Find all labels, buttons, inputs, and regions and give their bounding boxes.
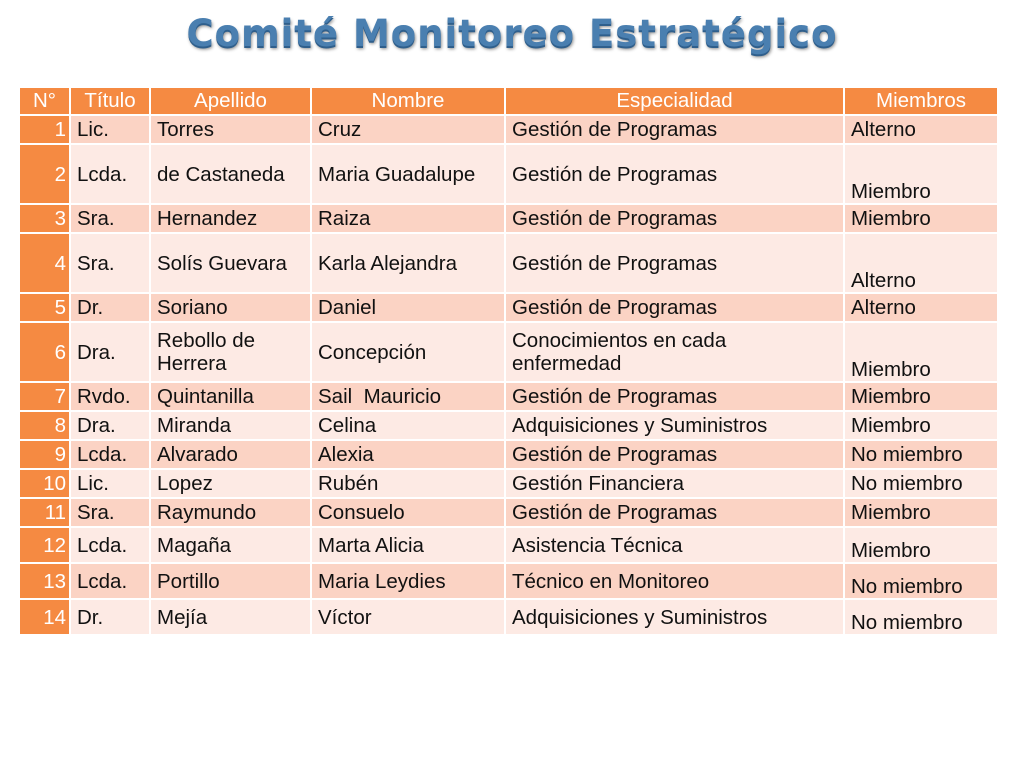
row-especialidad: Gestión de Programas (505, 498, 844, 527)
row-miembros: Miembro (844, 204, 998, 233)
row-miembros: Miembro (844, 144, 998, 204)
row-miembros: No miembro (844, 469, 998, 498)
table-row (19, 144, 998, 204)
row-nombre: Maria Guadalupe (311, 144, 505, 204)
row-titulo: Lic. (70, 115, 150, 144)
table-row (19, 233, 998, 293)
row-nombre: Alexia (311, 440, 505, 469)
row-titulo: Lcda. (70, 563, 150, 599)
row-apellido: Quintanilla (150, 382, 311, 411)
row-especialidad: Gestión de Programas (505, 293, 844, 322)
row-num: 8 (19, 411, 70, 440)
row-apellido: Magaña (150, 527, 311, 563)
committee-table (18, 86, 999, 636)
row-nombre: Sail Mauricio (311, 382, 505, 411)
row-miembros: Miembro (844, 322, 998, 382)
row-titulo: Rvdo. (70, 382, 150, 411)
header-nombre: Nombre (311, 87, 505, 115)
row-especialidad: Técnico en Monitoreo (505, 563, 844, 599)
row-apellido: Mejía (150, 599, 311, 635)
row-num: 14 (19, 599, 70, 635)
row-miembros: Alterno (844, 233, 998, 293)
row-num: 10 (19, 469, 70, 498)
row-apellido: Hernandez (150, 204, 311, 233)
row-miembros: No miembro (844, 599, 998, 635)
row-apellido: Portillo (150, 563, 311, 599)
row-miembros: No miembro (844, 440, 998, 469)
header-num: N° (19, 87, 70, 115)
row-miembros: Miembro (844, 411, 998, 440)
row-nombre: Celina (311, 411, 505, 440)
row-nombre: Cruz (311, 115, 505, 144)
row-titulo: Lic. (70, 469, 150, 498)
row-num: 5 (19, 293, 70, 322)
header-miembros: Miembros (844, 87, 998, 115)
table-row (19, 204, 998, 233)
row-especialidad: Gestión de Programas (505, 382, 844, 411)
row-nombre: Concepción (311, 322, 505, 382)
row-especialidad: Adquisiciones y Suministros (505, 411, 844, 440)
row-nombre: Karla Alejandra (311, 233, 505, 293)
row-especialidad: Gestión de Programas (505, 115, 844, 144)
row-num: 13 (19, 563, 70, 599)
row-titulo: Sra. (70, 233, 150, 293)
table-row (19, 115, 998, 144)
row-especialidad: Gestión Financiera (505, 469, 844, 498)
table-row (19, 498, 998, 527)
row-num: 7 (19, 382, 70, 411)
row-num: 1 (19, 115, 70, 144)
row-apellido: Miranda (150, 411, 311, 440)
table-row (19, 322, 998, 382)
row-num: 11 (19, 498, 70, 527)
row-apellido: Soriano (150, 293, 311, 322)
row-nombre: Maria Leydies (311, 563, 505, 599)
row-num: 6 (19, 322, 70, 382)
row-nombre: Daniel (311, 293, 505, 322)
row-miembros: Miembro (844, 382, 998, 411)
table-row (19, 440, 998, 469)
table-row (19, 563, 998, 599)
row-titulo: Lcda. (70, 440, 150, 469)
row-apellido: Alvarado (150, 440, 311, 469)
table-row (19, 527, 998, 563)
table-row (19, 411, 998, 440)
table-header-row (19, 87, 998, 115)
row-apellido: Raymundo (150, 498, 311, 527)
row-miembros: No miembro (844, 563, 998, 599)
row-num: 9 (19, 440, 70, 469)
header-especialidad: Especialidad (505, 87, 844, 115)
row-titulo: Lcda. (70, 527, 150, 563)
table-row (19, 469, 998, 498)
row-titulo: Lcda. (70, 144, 150, 204)
table-row (19, 599, 998, 635)
row-nombre: Víctor (311, 599, 505, 635)
table-row (19, 293, 998, 322)
header-titulo: Título (70, 87, 150, 115)
row-especialidad: Gestión de Programas (505, 440, 844, 469)
row-titulo: Dra. (70, 411, 150, 440)
row-titulo: Dr. (70, 599, 150, 635)
row-apellido: Rebollo de Herrera (150, 322, 311, 382)
row-especialidad: Gestión de Programas (505, 144, 844, 204)
row-apellido: de Castaneda (150, 144, 311, 204)
row-miembros: Alterno (844, 115, 998, 144)
row-apellido: Solís Guevara (150, 233, 311, 293)
row-nombre: Raiza (311, 204, 505, 233)
row-nombre: Marta Alicia (311, 527, 505, 563)
row-nombre: Consuelo (311, 498, 505, 527)
row-especialidad: Gestión de Programas (505, 233, 844, 293)
header-apellido: Apellido (150, 87, 311, 115)
row-nombre: Rubén (311, 469, 505, 498)
row-num: 2 (19, 144, 70, 204)
row-especialidad: Adquisiciones y Suministros (505, 599, 844, 635)
table-row (19, 382, 998, 411)
row-titulo: Sra. (70, 498, 150, 527)
row-especialidad: Asistencia Técnica (505, 527, 844, 563)
row-miembros: Miembro (844, 498, 998, 527)
row-apellido: Lopez (150, 469, 311, 498)
row-miembros: Miembro (844, 527, 998, 563)
row-titulo: Sra. (70, 204, 150, 233)
row-num: 4 (19, 233, 70, 293)
page-title: Comité Monitoreo Estratégico (186, 12, 838, 55)
row-num: 12 (19, 527, 70, 563)
row-num: 3 (19, 204, 70, 233)
row-titulo: Dr. (70, 293, 150, 322)
row-especialidad: Gestión de Programas (505, 204, 844, 233)
row-miembros: Alterno (844, 293, 998, 322)
row-especialidad: Conocimientos en cada enfermedad (505, 322, 844, 382)
row-titulo: Dra. (70, 322, 150, 382)
row-apellido: Torres (150, 115, 311, 144)
